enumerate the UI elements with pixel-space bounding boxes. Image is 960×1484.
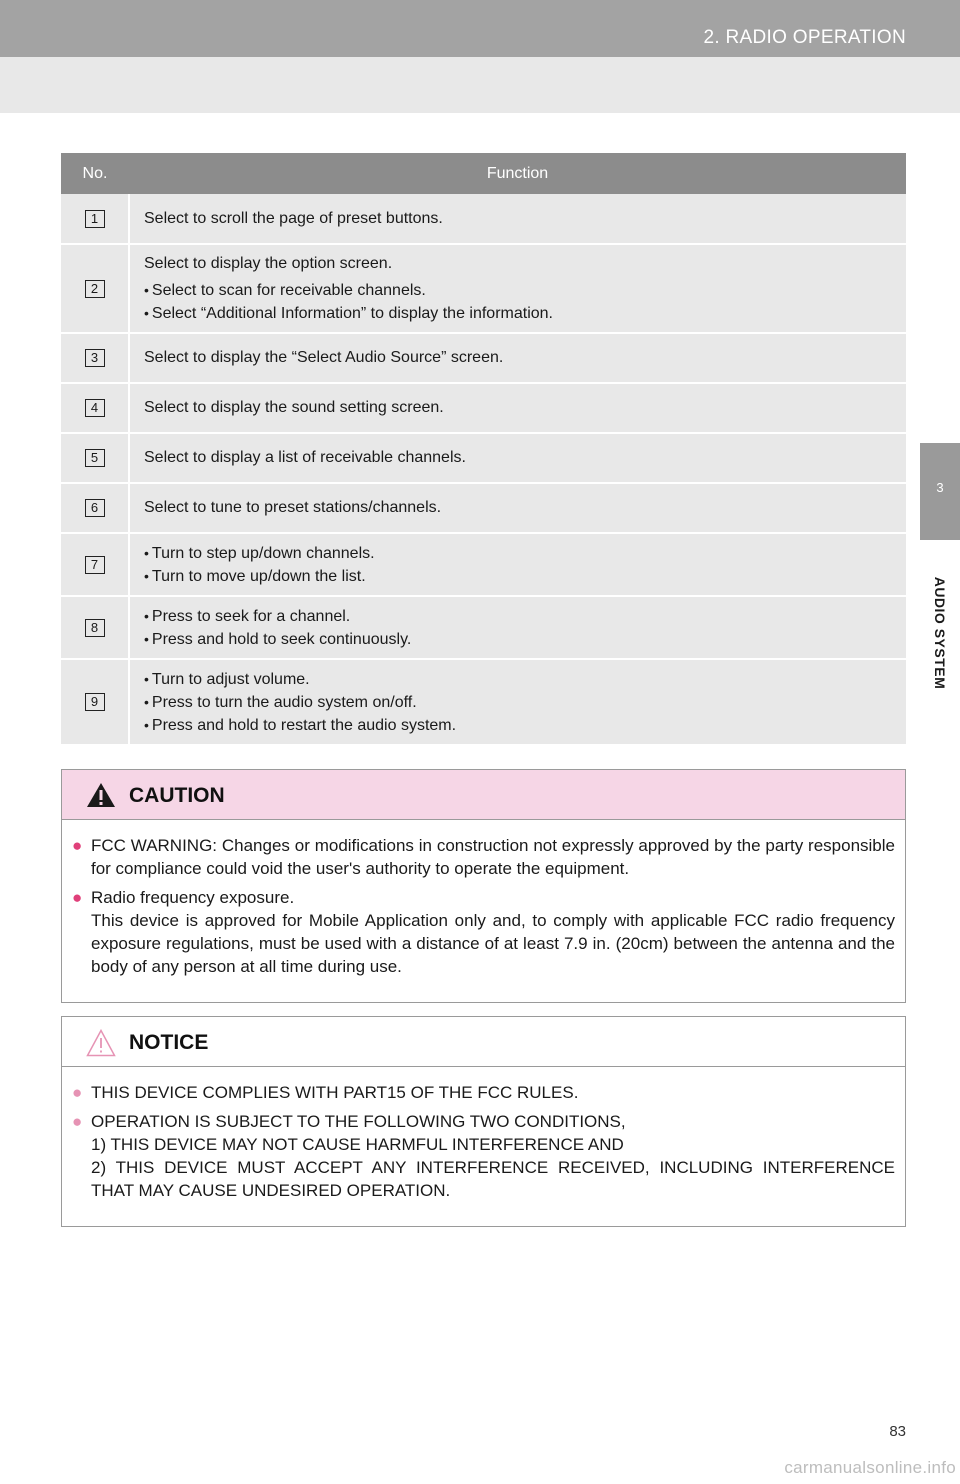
caution-text: This device is approved for Mobile Application only and, to comply with applicable FCC radio frequency exposure regulations, must be used with a distance of at least 7.9 in. (20cm) between the antenna and the body of any person at all time during use.	[91, 911, 895, 976]
row-number-box: 7	[85, 556, 105, 574]
chapter-tab-label: AUDIO SYSTEM	[920, 540, 960, 725]
function-text: Select to display a list of receivable channels.	[144, 449, 466, 466]
function-bullet: • Press and hold to seek continuously.	[144, 628, 892, 651]
row-number-cell	[61, 483, 129, 533]
notice-triangle-icon	[86, 1029, 116, 1057]
row-number-box: 1	[85, 210, 105, 228]
bullet-dot-icon: ●	[72, 1112, 83, 1131]
row-number-box: 8	[85, 619, 105, 637]
row-number-cell	[61, 433, 129, 483]
notice-item	[72, 1081, 895, 1104]
table-row	[61, 533, 906, 596]
column-header-no: No.	[61, 153, 129, 194]
function-text: Select to scroll the page of preset buttons.	[144, 209, 443, 227]
caution-body	[62, 820, 905, 1002]
caution-text: FCC WARNING: Changes or modifications in construction not expressly approved by the party responsible for compliance could void the user's authority to operate the equipment.	[91, 836, 895, 878]
caution-text: Radio frequency exposure.	[91, 888, 295, 907]
table-row	[61, 659, 906, 745]
page-number: 83	[889, 1423, 906, 1440]
row-number-cell	[61, 533, 129, 596]
table-row	[61, 383, 906, 433]
function-cell	[129, 244, 906, 333]
table-row	[61, 483, 906, 533]
subheader-bar	[0, 57, 960, 113]
caution-header	[62, 770, 905, 820]
caution-box	[61, 769, 906, 1003]
bullet-dot-icon: ●	[72, 888, 83, 907]
notice-header	[62, 1017, 905, 1067]
function-cell	[129, 333, 906, 383]
watermark: carmanualsonline.info	[784, 1458, 956, 1477]
row-number-box: 4	[85, 399, 105, 417]
row-number-cell	[61, 244, 129, 333]
notice-body	[62, 1067, 905, 1226]
row-number-box: 9	[85, 693, 105, 711]
row-number-box: 2	[85, 280, 105, 298]
function-cell	[129, 533, 906, 596]
header-bar	[0, 0, 960, 57]
function-bullet: • Select “Additional Information” to display the information.	[144, 302, 892, 325]
row-number-box: 6	[85, 499, 105, 517]
function-bullet: • Press and hold to restart the audio system.	[144, 714, 892, 737]
chapter-tab-number: 3	[920, 443, 960, 540]
table-row	[61, 333, 906, 383]
bullet-dot-icon: ●	[72, 836, 83, 855]
function-cell	[129, 433, 906, 483]
function-text: Select to display the “Select Audio Source” screen.	[144, 349, 504, 366]
notice-item	[72, 1110, 895, 1202]
table-row	[61, 194, 906, 244]
row-number-cell	[61, 659, 129, 745]
notice-box	[61, 1016, 906, 1227]
function-cell	[129, 483, 906, 533]
notice-text: 2) THIS DEVICE MUST ACCEPT ANY INTERFERENCE RECEIVED, INCLUDING INTERFERENCE THAT MAY CAUSE UNDESIRED OPERATION.	[91, 1158, 895, 1200]
function-text: Select to display the sound setting screen.	[144, 399, 444, 416]
row-number-box: 3	[85, 349, 105, 367]
function-cell	[129, 596, 906, 659]
table-row	[61, 244, 906, 333]
function-bullet: • Press to seek for a channel.	[144, 605, 892, 628]
row-number-cell	[61, 383, 129, 433]
notice-text: 1) THIS DEVICE MAY NOT CAUSE HARMFUL INTERFERENCE AND	[91, 1135, 624, 1154]
function-bullet: • Press to turn the audio system on/off.	[144, 691, 892, 714]
function-cell	[129, 383, 906, 433]
function-table	[61, 153, 906, 746]
caution-item	[72, 886, 895, 978]
function-cell	[129, 659, 906, 745]
column-header-function: Function	[129, 153, 906, 194]
function-text: Select to tune to preset stations/channels.	[144, 499, 442, 516]
section-title: 2. RADIO OPERATION	[703, 27, 906, 48]
bullet-dot-icon: ●	[72, 1083, 83, 1102]
table-header-row	[61, 153, 906, 194]
notice-text: OPERATION IS SUBJECT TO THE FOLLOWING TWO CONDITIONS,	[91, 1112, 626, 1131]
caution-title: CAUTION	[129, 784, 225, 807]
function-bullet: • Turn to step up/down channels.	[144, 542, 892, 565]
function-cell	[129, 194, 906, 244]
function-bullet: • Select to scan for receivable channels.	[144, 279, 892, 302]
function-bullet: • Turn to move up/down the list.	[144, 565, 892, 588]
warning-triangle-icon	[86, 782, 116, 808]
row-number-box: 5	[85, 449, 105, 467]
table-row	[61, 596, 906, 659]
function-bullet: • Turn to adjust volume.	[144, 668, 892, 691]
row-number-cell	[61, 194, 129, 244]
row-number-cell	[61, 596, 129, 659]
notice-text: THIS DEVICE COMPLIES WITH PART15 OF THE FCC RULES.	[91, 1083, 579, 1102]
function-text: Select to display the option screen.	[144, 254, 393, 272]
table-row	[61, 433, 906, 483]
caution-item	[72, 834, 895, 880]
notice-title: NOTICE	[129, 1031, 209, 1054]
row-number-cell	[61, 333, 129, 383]
